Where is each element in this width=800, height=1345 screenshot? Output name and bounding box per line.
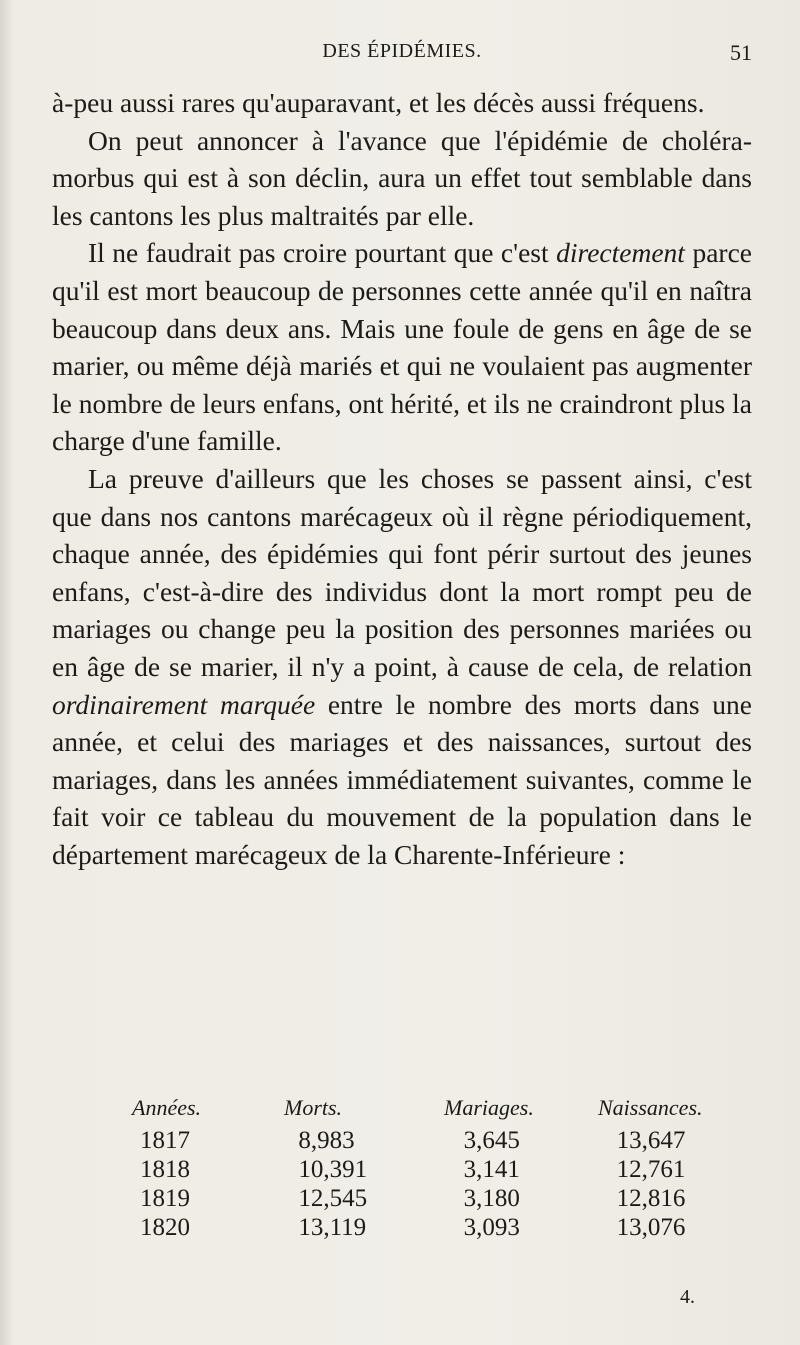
paragraph-text: entre le nombre des morts dans une année, et celui des mariages et des naissances, surtout des mariages, dans les années immédiatement suivantes, comme le fait voir ce tableau du mouvement de la population dans le département marécageux de la Charente-Inférieure :	[52, 688, 752, 870]
table-cell: 1818	[140, 1155, 190, 1183]
table-cell: 3,093	[463, 1213, 520, 1241]
table-row	[52, 1184, 752, 1213]
signature-mark: 4.	[680, 1286, 695, 1308]
italic-emphasis: directement	[556, 237, 685, 269]
table-cell: 8,983	[298, 1126, 355, 1154]
table-cell: 13,119	[298, 1213, 367, 1241]
page-number: 51	[730, 40, 752, 65]
table-cell: 12,816	[616, 1184, 686, 1212]
paragraph-directement	[52, 234, 752, 460]
paragraph-preuve	[52, 460, 752, 874]
table-cell: 13,647	[616, 1126, 686, 1154]
table-row	[52, 1155, 752, 1184]
table-cell: 1819	[140, 1184, 190, 1212]
page-header	[52, 40, 752, 80]
column-header-morts: Morts.	[284, 1095, 343, 1120]
table-cell: 12,761	[616, 1155, 686, 1183]
column-header-annees: Années.	[132, 1095, 202, 1120]
paragraph-text: parce qu'il est mort beaucoup de personnes cette année qu'il en naîtra beaucoup dans deux ans. Mais une foule de gens en âge de se marier, ou même déjà mariés et qui ne voulaient pas augmenter le nombre de leurs enfans, ont hérité, et ils ne craindront plus la charge d'une famille.	[52, 237, 752, 457]
table-cell: 3,141	[463, 1155, 520, 1183]
paragraph-cholera	[52, 122, 752, 235]
paragraph-continuation	[52, 84, 752, 122]
table-cell: 10,391	[298, 1155, 368, 1183]
table-cell: 13,076	[616, 1213, 686, 1241]
table-row	[52, 1126, 752, 1155]
running-head: DES ÉPIDÉMIES.	[322, 40, 482, 62]
paragraph-text: à-peu aussi rares qu'auparavant, et les décès aussi fréquens.	[52, 87, 705, 118]
italic-emphasis: ordinairement marquée	[52, 688, 316, 720]
table-cell: 3,645	[463, 1126, 520, 1154]
table-cell: 12,545	[298, 1184, 368, 1212]
paragraph-text: On peut annoncer à l'avance que l'épidémie de choléra-morbus qui est à son déclin, aura un effet tout semblable dans les cantons les plus maltraités par elle.	[52, 124, 752, 231]
paragraph-text: Il ne faudrait pas croire pourtant que c'est	[88, 237, 557, 269]
column-header-naissances: Naissances.	[598, 1095, 703, 1120]
table-cell: 1820	[140, 1213, 190, 1241]
table-cell: 1817	[140, 1126, 190, 1154]
body-text	[52, 84, 752, 873]
table-header	[52, 1090, 752, 1126]
table-cell: 3,180	[463, 1184, 520, 1212]
population-table	[52, 1090, 752, 1242]
column-header-mariages: Mariages.	[444, 1095, 534, 1120]
table-row	[52, 1213, 752, 1242]
paragraph-text: La preuve d'ailleurs que les choses se passent ainsi, c'est que dans nos cantons marécageux où il règne périodiquement, chaque année, des épidémies qui font périr surtout des jeunes enfans, c'est-à-dire des individus dont la mort rompt peu de mariages ou change peu la position des personnes mariées ou en âge de se marier, il n'y a point, à cause de cela, de relation	[52, 462, 752, 682]
